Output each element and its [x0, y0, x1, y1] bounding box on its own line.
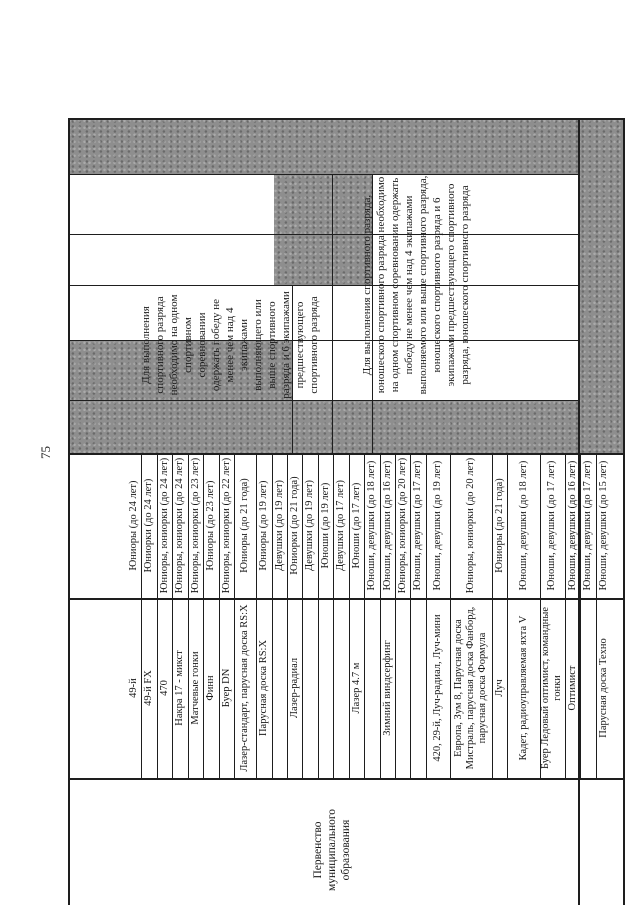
shaded-area-top: [68, 118, 578, 174]
table-cell-age-group: Юниоры (до 23 лет): [204, 480, 216, 571]
table-cell-discipline: Накра 17 - микст: [173, 650, 185, 726]
shaded-area-bottom-band: [68, 400, 578, 453]
table-cell-discipline: Лазер-стандарт, парусная доска RS:X: [239, 604, 251, 772]
table-cell-age-group: Юниоры, юниорки (до 20 лет): [396, 457, 408, 594]
table-cell-discipline: 420, 29-й, Луч-радиал, Луч-мини: [431, 614, 443, 762]
table-cell-age-group: Юниоры (до 21 года): [239, 478, 251, 573]
table-cell-age-group: Юниоры (до 21 года): [493, 478, 505, 573]
table-cell-age-group: Юноши, девушки (до 18 лет): [365, 460, 377, 591]
table-cell-discipline: 49-й FX: [143, 670, 155, 706]
table-cell-age-group: Юниорки (до 24 лет): [143, 478, 155, 573]
table-cell-discipline: Европа, Зум 8, Парусная доска Мистраль, парусная доска Фанборд, парусная доска Формула: [453, 606, 488, 770]
table-cell-age-group: Юниоры, юниорки (до 24 лет): [158, 457, 170, 594]
table-cell-age-group: Юноши, девушки (до 17 лет): [546, 460, 558, 591]
table-cell-discipline: Буер DN: [220, 668, 232, 708]
table-cell-age-group: Юноши, девушки (до 18 лет): [517, 460, 529, 591]
table-cell-discipline: Матчевые гонки: [189, 651, 201, 725]
table-cell-age-group: Девушки (до 19 лет): [273, 479, 285, 572]
table-cell-discipline: Луч: [493, 679, 505, 697]
note-upper: Для выполнения спортивного разряда необходимо на одном спортивном соревновании одержать победу не менее чем над 4 экипажами выполняющего или выше спортивного разряда и 6 экипажами предшествующего спортивного разряда: [140, 291, 320, 399]
scanned-table: [60, 0, 640, 905]
rules-table: [60, 0, 640, 905]
table-cell-age-group: Юниоры, юниорки (до 24 лет): [173, 457, 185, 594]
table-cell-discipline: Зимний виндсерфинг: [381, 640, 393, 736]
table-cell-discipline: Лазер 4.7 м: [350, 662, 362, 714]
shaded-area-right-col: [578, 118, 624, 453]
table-cell-discipline: 470: [158, 680, 170, 696]
table-cell-age-group: Юноши, девушки (до 16 лет): [566, 460, 578, 591]
table-cell-age-group: Юноши (до 19 лет): [319, 482, 331, 569]
table-cell-discipline: 49-й: [127, 678, 139, 698]
table-cell-age-group: Юниоры, юниорки (до 20 лет): [465, 457, 476, 594]
table-cell-age-group: Юноши, девушки (до 17 лет): [412, 460, 424, 591]
table-cell-discipline: Лазер-радиал: [288, 657, 300, 719]
table-cell-age-group: Девушки (до 19 лет): [304, 479, 316, 572]
shaded-area-band: [274, 174, 332, 285]
table-cell-age-group: Юноши, девушки (до 19 лет): [431, 460, 443, 591]
table-cell-discipline: Буер Ледовый оптимист, командные гонки: [540, 606, 564, 770]
table-cell-discipline: Парусная доска Техно: [597, 638, 609, 738]
table-cell-age-group: Юноши, девушки (до 17 лет): [581, 460, 593, 591]
table-cell-discipline: Парусная доска RS:X: [257, 639, 269, 737]
table-cell-age-group: Юниорки (до 21 года): [288, 476, 300, 575]
table-cell-age-group: Юниоры (до 24 лет): [127, 480, 139, 571]
table-cell-age-group: Юноши (до 17 лет): [350, 482, 362, 569]
page-number: 75: [38, 446, 53, 459]
table-cell-discipline: Кадет, радиоуправляемая яхта V: [517, 615, 529, 761]
table-cell-discipline: Финн: [204, 675, 216, 701]
table-cell-age-group: Юноши, девушки (до 16 лет): [381, 460, 393, 591]
table-cell-age-group: Юноши, девушки (до 15 лет): [597, 460, 609, 591]
table-cell-discipline: Оптимист: [566, 665, 578, 711]
section-label: Первенство муниципального образования: [312, 808, 352, 892]
table-cell-age-group: Юниоры, юниорки (до 23 лет): [189, 457, 201, 594]
note-lower: Для выполнения спортивного разряда, юношеского спортивного разряда необходимо на одном спортивном соревновании одержать победу не менее чем над 4 экипажами выполняемого или выше спортивного разряда, юношеского спортивного разряда и 6 экипажами предшествующего спортивного разряда, юношеского спортивного разряда: [361, 175, 471, 395]
table-cell-age-group: Юниоры (до 19 лет): [257, 480, 269, 571]
table-cell-age-group: Девушки (до 17 лет): [334, 479, 346, 572]
table-cell-age-group: Юниоры, юниорки (до 22 лет): [220, 457, 232, 594]
